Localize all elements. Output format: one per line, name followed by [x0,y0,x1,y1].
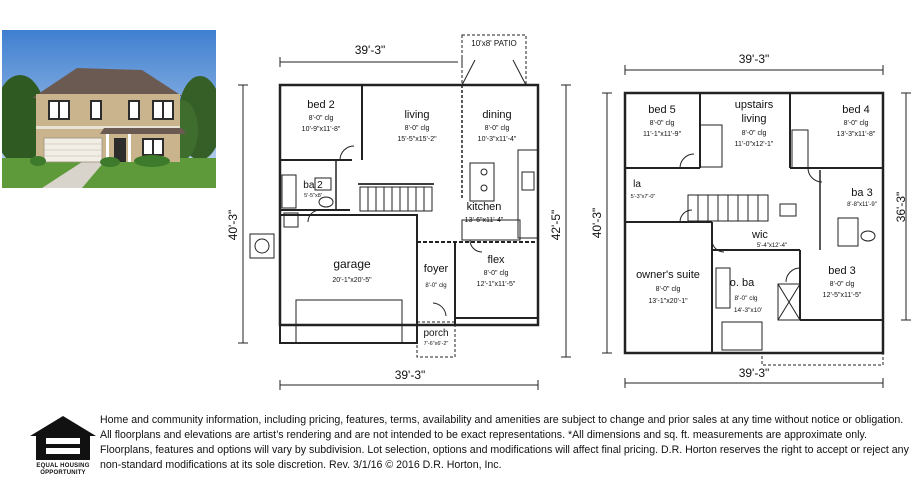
second-floor-labels [590,52,908,380]
owners-suite-size: 13'-1"x20'-1" [648,298,688,305]
bed4-name: bed 4 [842,104,870,116]
garage-size: 20'-1"x20'-5" [332,277,372,284]
living-name: living [404,109,430,121]
equal-housing-line1: EQUAL HOUSING [36,463,90,469]
second-floor-right-depth: 36'-3" [894,191,908,223]
equal-housing-logo [28,414,98,462]
equal-housing-text [28,463,98,477]
garage-door [296,300,402,343]
ba3-size: 8'-8"x11'-9" [847,202,877,208]
second-floor-left-depth: 40'-3" [590,207,604,239]
oba-size: 14'-3"x10' [733,307,763,314]
ac-unit [250,234,274,258]
bed5-name: bed 5 [648,104,676,116]
flex-size: 12'-1"x11'-5" [476,281,516,288]
kitchen-size: 13'-6"x11'-4" [464,217,504,224]
upstairs-living-name2: living [741,113,767,125]
kitchen-counter [518,150,538,238]
bed2-size: 10'-9"x11'-8" [301,126,341,133]
bed5-size: 11'-1"x11'-9" [642,131,682,138]
owners-suite-clg: 8'-0" clg [655,286,681,293]
first-floor-top-width: 39'-3" [354,43,386,57]
equal-housing-line2: OPPORTUNITY [40,470,86,476]
bed3-size: 12'-5"x11'-5" [822,292,862,299]
foyer-name: foyer [423,263,449,275]
wic-size: 5'-4"x12'-4" [756,243,788,249]
la-size: 5'-3"x7'-0" [630,194,656,200]
kitchen-island [470,163,494,201]
porch-name: porch [423,328,449,339]
bed2-name: bed 2 [307,99,335,111]
disclaimer-text: Home and community information, including pricing, features, terms, availability and amenities are subject to change and prior sales at any time without notice or obligation. All floorplans and elevations are artist’s rendering and are not intended to be exact representations. *All dimensions and sq. ft. measurements are approximate only. Floorplans, features and options will vary by subdivision. Lot selection, options and modifications will affect final pricing. D.R. Horton reserves the right to accept or reject any non-standard modifications at its sole discretion. Rev. 3/1/16 © 2016 D.R. Horton, Inc. [100,414,909,471]
flex-name: flex [487,254,505,266]
upstairs-living-size: 11'-0"x12'-1" [734,141,774,148]
bed4-clg: 8'-0" clg [843,120,869,127]
bed2-clg: 8'-0" clg [308,115,334,122]
first-floor-stairs [360,187,432,211]
ba2-size: 5'-5"x8' [304,193,322,199]
garage-name: garage [333,257,371,271]
dining-clg: 8'-0" clg [484,125,510,132]
oba-clg: 8'-0" clg [734,295,758,302]
ba2-name: ba 2 [303,180,323,191]
first-floor-right-depth: 42'-5" [549,209,563,241]
patio-label: 10'x8' PATIO [471,39,517,48]
upstairs-living-name1: upstairs [734,99,774,111]
equal-housing-icon [28,414,98,462]
first-floor-plan [238,35,571,390]
foyer-clg: 8'-0" clg [425,283,447,289]
dining-name: dining [482,109,512,121]
owners-suite-name: owner's suite [636,269,700,281]
first-floor-left-depth: 40'-3" [226,209,240,241]
first-floor-bottom-width: 39'-3" [394,368,426,382]
kitchen-name: kitchen [466,201,502,213]
oba-name: o. ba [729,277,755,289]
wic-name: wic [752,229,768,241]
bed3-clg: 8'-0" clg [829,281,855,288]
living-clg: 8'-0" clg [404,125,430,132]
bed3-name: bed 3 [828,265,856,277]
dining-size: 10'-3"x11'-4" [477,136,517,143]
second-floor-bottom-width: 39'-3" [738,366,770,380]
flex-clg: 8'-0" clg [483,270,509,277]
bed5-clg: 8'-0" clg [649,120,675,127]
second-floor-top-width: 39'-3" [738,52,770,66]
bed4-size: 13'-3"x11'-8" [836,131,876,138]
living-size: 15'-5"x15'-2" [397,136,437,143]
la-name: la [633,179,641,190]
porch-size: 7'-6"x6'-2" [423,341,449,347]
upstairs-living-clg: 8'-0" clg [741,130,767,137]
ba3-name: ba 3 [851,187,873,199]
